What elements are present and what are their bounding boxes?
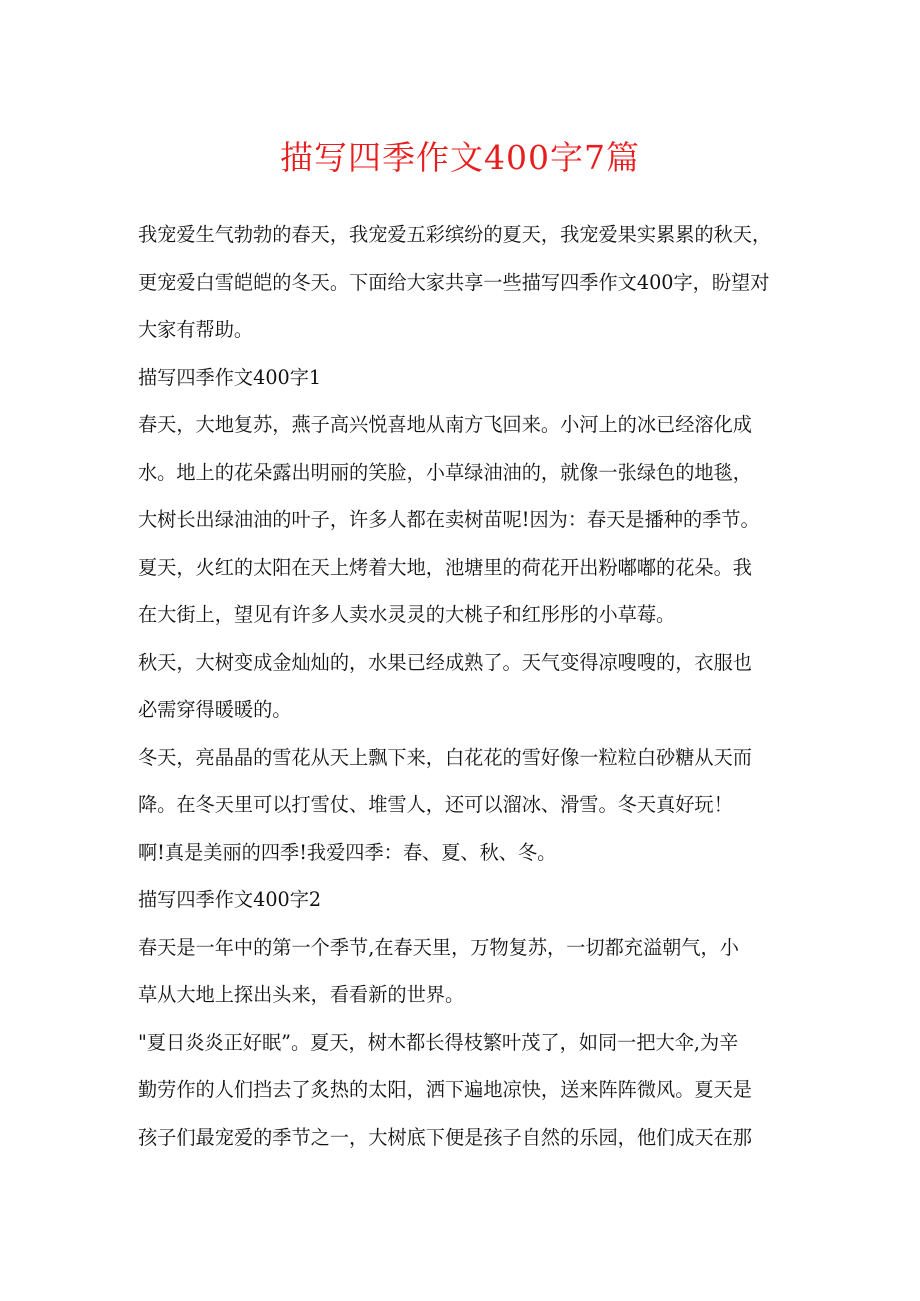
- text-line: 春天，大地复苏，燕子高兴悦喜地从南方飞回来。小河上的冰已经溶化成: [138, 413, 752, 436]
- text-line: 勤劳作的人们挡去了炙热的太阳，洒下遍地凉快，送来阵阵微风。夏天是: [138, 1078, 752, 1101]
- text-line: 我宠爱生气勃勃的春天，我宠爱五彩缤纷的夏天，我宠爱果实累累的秋天，: [138, 223, 772, 246]
- section-heading-1: [138, 354, 798, 402]
- summer-paragraph: [138, 544, 798, 639]
- text-line: 啊!真是美丽的四季!我爱四季：春、夏、秋、冬。: [138, 840, 557, 864]
- summer-paragraph-2: [138, 1019, 798, 1162]
- text-line: 更宠爱白雪皑皑的冬天。下面给大家共享一些描写四季作文400字，盼望对: [138, 270, 770, 294]
- intro-paragraph: [138, 211, 798, 354]
- section-heading-2: [138, 876, 798, 924]
- text-line: 在大街上，望见有许多人卖水灵灵的大桃子和红彤彤的小草莓。: [138, 603, 676, 626]
- text-line: 秋天，大树变成金灿灿的，水果已经成熟了。天气变得凉嗖嗖的，衣服也: [138, 650, 752, 674]
- closing-paragraph: [138, 829, 798, 877]
- document-title: 描写四季作文400字7篇: [280, 138, 640, 177]
- text-line: 草从大地上探出头来，看看新的世界。: [138, 983, 465, 1006]
- text-line: 孩子们最宠爱的季节之一，大树底下便是孩子自然的乐园，他们成天在那: [138, 1125, 752, 1149]
- autumn-paragraph: [138, 639, 798, 734]
- document-body: [138, 211, 798, 1161]
- spring-paragraph: [138, 401, 798, 544]
- text-line: 描写四季作文400字1: [138, 365, 322, 389]
- winter-paragraph: [138, 734, 798, 829]
- text-line: 大树长出绿油油的叶子，许多人都在卖树苗呢!因为：春天是播种的季节。: [138, 508, 760, 531]
- text-line: 大家有帮助。: [138, 318, 254, 341]
- spring-paragraph-2: [138, 924, 798, 1019]
- text-line: 春天是一年中的第一个季节,在春天里，万物复苏，一切都充溢朝气，小: [138, 935, 739, 959]
- text-line: "夏日炎炎正好眠”。夏天，树木都长得枝繁叶茂了，如同一把大伞,为辛: [138, 1030, 739, 1054]
- text-line: 描写四季作文400字2: [138, 888, 322, 911]
- text-line: 冬天，亮晶晶的雪花从天上飘下来，白花花的雪好像一粒粒白砂糖从天而: [138, 745, 752, 769]
- text-line: 水。地上的花朵露出明丽的笑脸，小草绿油油的，就像一张绿色的地毯，: [138, 460, 752, 484]
- text-line: 降。在冬天里可以打雪仗、堆雪人，还可以溜冰、滑雪。冬天真好玩！: [138, 793, 733, 816]
- text-line: 必需穿得暖暖的。: [138, 698, 292, 721]
- text-line: 夏天，火红的太阳在天上烤着大地，池塘里的荷花开出粉嘟嘟的花朵。我: [138, 555, 752, 579]
